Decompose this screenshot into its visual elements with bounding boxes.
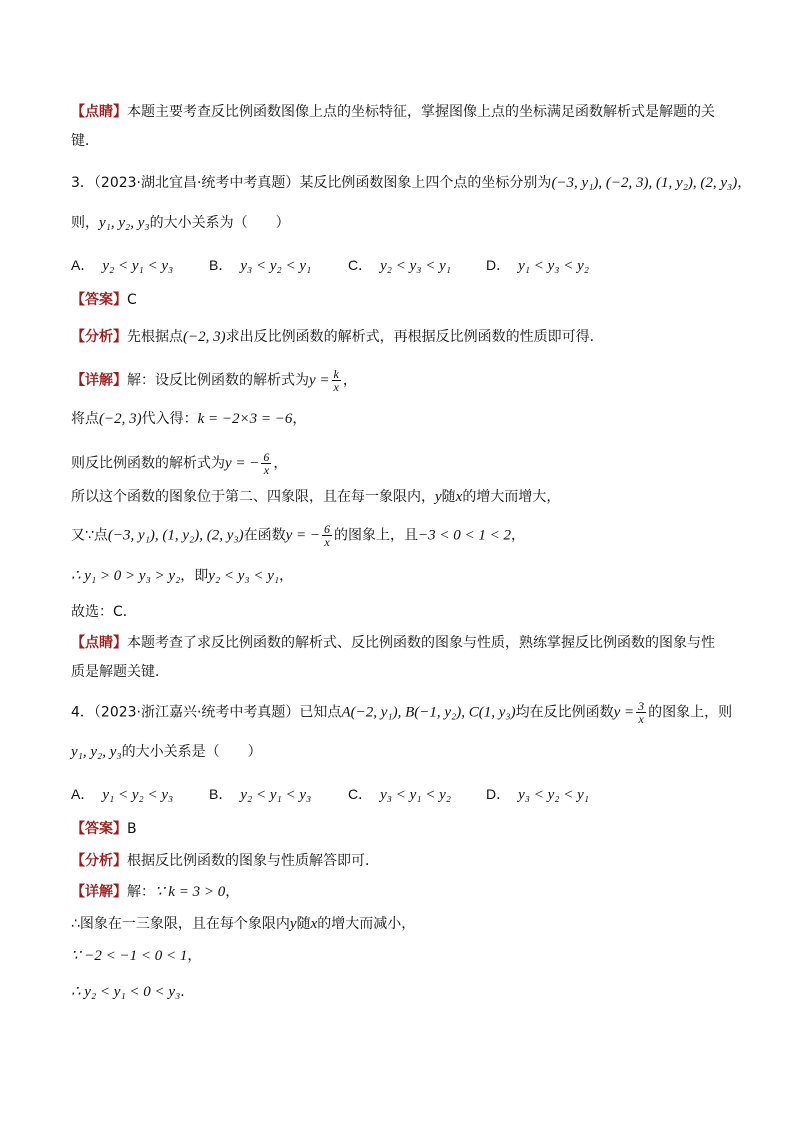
q3-detail-line7 (71, 602, 137, 622)
q4-detail1-math: ∵ k = 3 > 0 (155, 884, 226, 900)
q3-detail3-fraction (261, 451, 271, 476)
q4-stem-mid: 均在反比例函数 (515, 704, 614, 721)
q3-detail4-a: 所以这个函数的图象位于第二、四象限，且在每一象限内， (71, 489, 435, 505)
q4-stem2-vars: y₁, y₂, y₃ (71, 744, 122, 760)
q3-stem2-vars: y₁, y₂, y₃ (99, 215, 150, 231)
option-letter: A． (71, 257, 95, 273)
q3-stem2-prefix: 则， (71, 215, 99, 231)
q3-detail1-suffix: ， (342, 372, 357, 389)
q4-option-b[interactable] (209, 784, 311, 805)
detail-tag: 【详解】 (71, 884, 127, 900)
q4-analysis (71, 851, 379, 871)
option-letter: D． (486, 257, 511, 273)
q3-note-line1 (71, 633, 715, 653)
q2-note-text2: 键． (71, 133, 99, 149)
q3-detail-line1 (71, 368, 357, 393)
q2-note-line1 (71, 102, 715, 122)
q3-detail-line4 (71, 487, 560, 507)
q4-detail2-x: x (310, 916, 318, 932)
q3-detail2-suffix: ， (292, 411, 307, 427)
fraction-denominator: x (324, 535, 330, 549)
option-expr: y₃ < y₂ < y₁ (518, 787, 589, 803)
q4-stem-prefix: 4．（2023·浙江嘉兴·统考中考真题）已知点 (71, 704, 342, 721)
option-letter: C． (348, 786, 373, 802)
q3-stem-prefix: 3．（2023·湖北宜昌·统考中考真题）某反比例函数图象上四个点的坐标分别为 (71, 175, 552, 191)
q4-detail1-suffix: ， (225, 884, 240, 900)
q3-analysis-prefix: 先根据点 (127, 329, 183, 345)
q3-answer (71, 290, 137, 310)
answer-tag: 【答案】 (71, 292, 127, 308)
option-letter: D． (486, 786, 511, 802)
q3-detail7-text: 故选：C． (71, 604, 137, 620)
q4-answer (71, 819, 137, 839)
q3-detail2-mid: 代入得： (141, 411, 198, 427)
analysis-tag: 【分析】 (71, 853, 127, 869)
q4-analysis-text: 根据反比例函数的图象与性质解答即可． (127, 853, 379, 869)
q3-detail4-b: 随 (441, 489, 456, 505)
q4-stem-suffix: 的图象上，则 (648, 704, 733, 721)
option-expr: y₁ < y₂ < y₃ (102, 787, 174, 803)
q3-detail-line5 (71, 523, 525, 548)
q3-stem2-suffix: 的大小关系为（ ） (149, 215, 290, 231)
q4-stem-points: A(−2, y₁), B(−1, y₂), C(1, y₃) (341, 704, 516, 721)
fraction-numerator: 3 (638, 699, 645, 713)
q3-option-c[interactable] (348, 255, 451, 276)
q3-detail2-calc: k = −2×3 = −6 (197, 411, 293, 427)
q4-detail-line2 (71, 914, 415, 934)
option-letter: B． (209, 257, 233, 273)
option-expr: y₂ < y₁ < y₃ (240, 787, 312, 803)
q2-note-text1: 本题主要考查反比例函数图像上点的坐标特征，掌握图像上点的坐标满足函数解析式是解题的关 (127, 104, 715, 120)
q3-detail5-mid: 在函数 (243, 527, 286, 544)
q3-detail2-point: (−2, 3) (99, 411, 142, 427)
q3-option-d[interactable] (486, 255, 589, 276)
fraction-denominator: x (638, 712, 644, 726)
q4-stem-fraction (636, 700, 646, 725)
q3-detail5-points: (−3, y₁), (1, y₂), (2, y₃) (107, 527, 244, 544)
q4-option-a[interactable] (71, 784, 173, 805)
q3-analysis (71, 327, 604, 347)
q4-detail3-suffix: ， (187, 948, 202, 964)
fraction-numerator: k (333, 367, 339, 381)
q3-detail6-mid: ，即 (180, 568, 209, 584)
q4-detail-line3 (71, 946, 201, 966)
q3-detail-line6 (71, 566, 293, 586)
q3-detail3-math: y = − (225, 455, 260, 472)
q4-answer-value: B (127, 821, 137, 837)
option-expr: y₂ < y₁ < y₃ (102, 258, 174, 274)
q3-detail5-prefix: 又∵点 (71, 527, 108, 544)
q3-detail1-fraction (332, 368, 341, 393)
q3-detail-line3 (71, 451, 287, 476)
q3-detail5-mid2: 的图象上，且 (334, 527, 419, 544)
option-expr: y₂ < y₃ < y₁ (380, 258, 451, 274)
q3-analysis-suffix: 求出反比例函数的解析式，再根据反比例函数的性质即可得． (225, 329, 604, 345)
analysis-tag: 【分析】 (71, 329, 127, 345)
q3-answer-value: C (127, 292, 137, 308)
q4-detail2-b: 随 (296, 916, 311, 932)
q3-detail4-c: 的增大而增大， (462, 489, 561, 505)
q3-detail4-x: x (455, 489, 463, 505)
q4-detail3-math: ∵ −2 < −1 < 0 < 1 (71, 948, 188, 964)
q4-option-d[interactable] (486, 784, 589, 805)
note-tag: 【点睛】 (71, 635, 127, 651)
q3-detail5-fraction (322, 523, 332, 548)
q3-analysis-point: (−2, 3) (183, 329, 226, 345)
q3-detail3-suffix: ， (273, 455, 288, 472)
q3-stem-suffix: ， (737, 175, 752, 191)
option-expr: y₃ < y₁ < y₂ (380, 787, 451, 803)
q3-option-a[interactable] (71, 255, 173, 276)
q2-note-line2 (71, 131, 99, 151)
q4-stem-func: y = (613, 704, 635, 721)
q4-detail-line4 (71, 982, 194, 1002)
q3-note-text2: 质是解题关键． (71, 664, 169, 680)
q4-detail1-prefix: 解： (127, 884, 155, 900)
note-tag: 【点睛】 (71, 104, 127, 120)
fraction-denominator: x (333, 380, 339, 394)
q4-stem-line1 (71, 700, 732, 725)
q3-detail6-suffix: ， (279, 568, 294, 584)
option-expr: y₃ < y₂ < y₁ (240, 258, 312, 274)
fraction-numerator: 6 (324, 522, 331, 536)
option-letter: C． (348, 257, 373, 273)
q3-stem-line2 (71, 213, 290, 233)
q3-stem-points: (−3, y₁), (−2, 3), (1, y₂), (2, y₃) (551, 175, 738, 191)
q4-detail2-y: y (289, 916, 297, 932)
q4-option-c[interactable] (348, 784, 451, 805)
option-letter: A． (71, 786, 95, 802)
option-letter: B． (209, 786, 233, 802)
fraction-denominator: x (263, 463, 270, 477)
fraction-numerator: 6 (263, 450, 270, 464)
q3-detail-line2 (71, 409, 306, 429)
q3-detail1-prefix: 解：设反比例函数的解析式为 (127, 372, 309, 389)
q4-stem2-suffix: 的大小关系是（ ） (121, 744, 262, 760)
q3-note-line2 (71, 662, 169, 682)
q3-stem-line1 (71, 173, 751, 193)
q3-detail5-suffix: ， (511, 527, 526, 544)
q3-option-b[interactable] (209, 255, 311, 276)
answer-tag: 【答案】 (71, 821, 127, 837)
q3-detail6-ineq2: y₂ < y₃ < y₁ (208, 568, 280, 584)
q3-detail3-prefix: 则反比例函数的解析式为 (71, 455, 225, 472)
option-expr: y₁ < y₃ < y₂ (518, 258, 589, 274)
q3-detail5-func: y = − (285, 527, 321, 544)
q3-detail4-y: y (435, 489, 442, 505)
detail-tag: 【详解】 (71, 372, 127, 389)
q4-detail-line1 (71, 882, 239, 902)
q4-detail4-math: ∴ y₂ < y₁ < 0 < y₃ (71, 984, 181, 1000)
q3-detail5-ineq: −3 < 0 < 1 < 2 (418, 527, 512, 544)
q4-detail4-suffix: ． (180, 984, 195, 1000)
q3-detail6-ineq1: ∴ y₁ > 0 > y₃ > y₂ (71, 568, 181, 584)
q4-detail2-a: ∴图象在一三象限，且在每个象限内 (71, 916, 290, 932)
q4-detail2-c: 的增大而减小， (317, 916, 416, 932)
q3-note-text1: 本题考查了求反比例函数的解析式、反比例函数的图象与性质，熟练掌握反比例函数的图象与性 (127, 635, 715, 651)
q3-detail1-math: y = (309, 372, 330, 389)
q3-detail2-prefix: 将点 (71, 411, 99, 427)
q4-stem-line2 (71, 742, 262, 762)
